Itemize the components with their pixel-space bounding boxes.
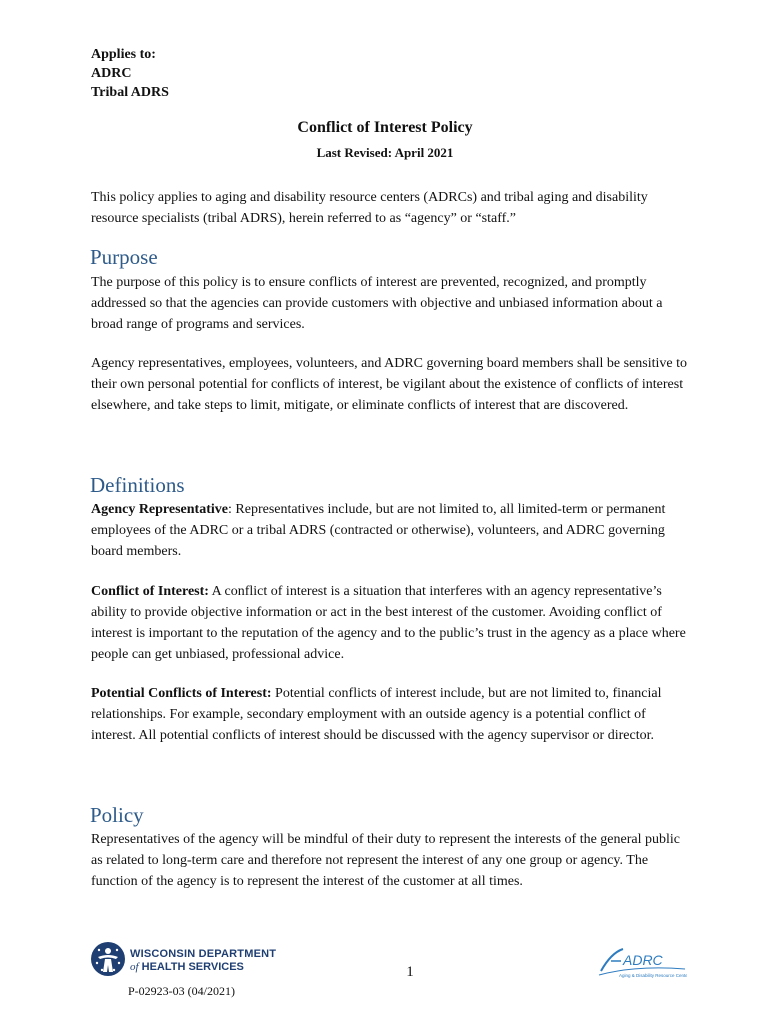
purpose-paragraph-1: The purpose of this policy is to ensure conflicts of interest are prevented, recognized, and promptly addressed so that the agencies can provide customers with objective and unbiased information about a broad range of programs and services. xyxy=(91,275,663,332)
definition-text: Potential conflicts of interest include, but are not limited to, financial relationships. For example, secondary employment with an outside agency is a potential conflict of interest. All potential conflicts of interest should be discussed with the agency supervisor or director. xyxy=(91,686,662,743)
definitions-heading: Definitions xyxy=(90,473,185,497)
purpose-heading: Purpose xyxy=(90,245,158,269)
definition-term: Potential Conflicts of Interest: xyxy=(91,686,272,701)
policy-paragraph-1: Representatives of the agency will be mindful of their duty to represent the interests of the general public as related to long-term care and therefore not represent the interest of any one group or agency. The function of the agency is to represent the interest of the customer at all times. xyxy=(91,832,680,889)
definition-potential-conflicts xyxy=(91,683,691,746)
definition-text: Representatives include, but are not limited to, all limited-term or permanent employees of the ADRC or a tribal ADRS (contracted or otherwise), volunteers, and ADRC governing board members. xyxy=(91,502,666,559)
adrc-logo xyxy=(597,943,687,981)
page-number: 1 xyxy=(406,964,414,980)
dhs-line-2: HEALTH SERVICES xyxy=(138,961,244,973)
definition-term: Agency Representative xyxy=(91,502,228,517)
definition-agency-representative xyxy=(91,499,691,562)
policy-heading: Policy xyxy=(90,803,144,827)
last-revised: Last Revised: April 2021 xyxy=(316,145,454,160)
applies-to-block xyxy=(91,45,169,102)
adrc-logo-icon xyxy=(597,943,687,981)
dhs-line-1: WISCONSIN DEPARTMENT xyxy=(130,948,277,960)
definition-term: Conflict of Interest: xyxy=(91,584,209,599)
purpose-paragraph-2: Agency representatives, employees, volunteers, and ADRC governing board members shall be sensitive to their own personal potential for conflicts of interest, be vigilant about the existence of conflicts of interest elsewhere, and take steps to limit, mitigate, or eliminate conflicts of interest that are discovered. xyxy=(91,356,688,413)
applies-label: Applies to: xyxy=(91,47,156,62)
page-title: Conflict of Interest Policy xyxy=(297,119,473,136)
adrc-tagline: Aging & Disability Resource Center xyxy=(619,973,687,978)
applies-item-tribal-adrs: Tribal ADRS xyxy=(91,85,169,100)
definition-text: A conflict of interest is a situation that interferes with an agency representative’s ability to provide objective information or act in the best interest of the customer. Avoiding conflict of interest is important to the reputation of the agency and to the public’s trust in the agency as a place where people can get unbiased, professional advice. xyxy=(91,584,686,662)
intro-paragraph: This policy applies to aging and disability resource centers (ADRCs) and tribal aging and disability resource specialists (tribal ADRS), herein referred to as “agency” or “staff.” xyxy=(91,190,648,226)
definition-conflict-of-interest xyxy=(91,581,691,665)
definition-separator: : xyxy=(228,502,236,517)
adrc-logo-text: ADRC xyxy=(623,952,663,968)
dhs-of: of xyxy=(130,961,139,973)
applies-item-adrc: ADRC xyxy=(91,66,132,81)
form-number: P-02923-03 (04/2021) xyxy=(128,984,235,998)
